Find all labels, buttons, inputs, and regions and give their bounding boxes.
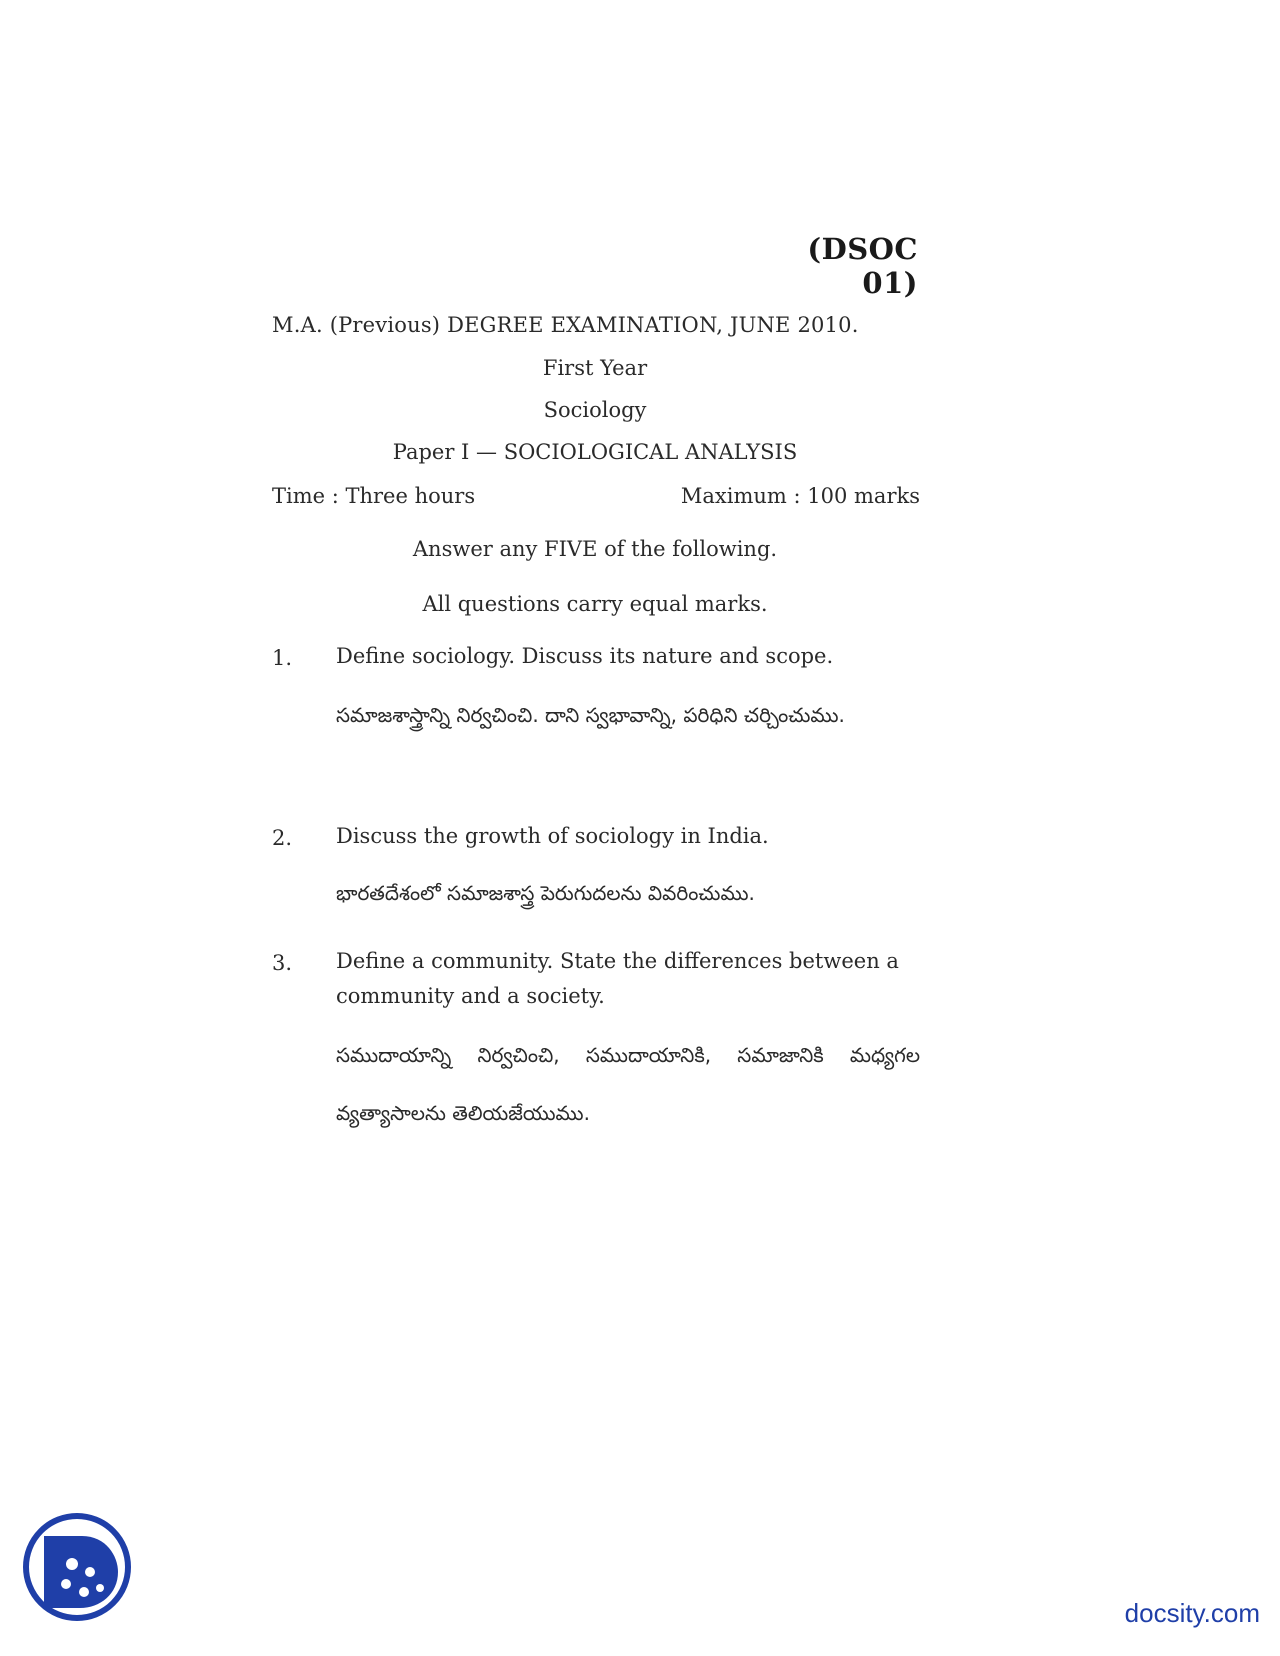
- exam-title: M.A. (Previous) DEGREE EXAMINATION, JUNE 2010.: [272, 313, 859, 337]
- exam-year: First Year: [542, 356, 648, 380]
- instruction-answer-five: Answer any FIVE of the following.: [412, 537, 778, 561]
- instruction-equal-marks: All questions carry equal marks.: [422, 592, 768, 616]
- docsity-brand-link[interactable]: docsity.com: [1124, 1598, 1260, 1628]
- question-text-english: Discuss the growth of sociology in India.: [336, 824, 769, 848]
- time-allowed: Time : Three hours: [272, 484, 476, 508]
- question-text-telugu: భారతదేశంలో సమాజశాస్త్ర పెరుగుదలను వివరించుము.: [336, 881, 755, 905]
- paper-title: Paper I — SOCIOLOGICAL ANALYSIS: [392, 440, 798, 464]
- question-text-telugu: సమాజశాస్త్రాన్ని నిర్వచించి. దాని స్వభావాన్ని, పరిధిని చర్చించుము.: [336, 703, 845, 727]
- docsity-logo-icon[interactable]: [22, 1512, 132, 1622]
- question-text-telugu: సముదాయాన్ని నిర్వచించి, సముదాయానికి, సమాజానికి మధ్యగల వ్యత్యాసాలను తెలియజేయుము.: [336, 1043, 920, 1125]
- question-number: 2.: [272, 826, 293, 850]
- question-number: 3.: [272, 951, 293, 975]
- question-text-english: Define sociology. Discuss its nature and scope.: [336, 644, 834, 668]
- exam-subject: Sociology: [543, 398, 647, 422]
- question-text-english: Define a community. State the differences between a community and a society.: [336, 949, 899, 1008]
- maximum-marks: Maximum : 100 marks: [680, 484, 920, 508]
- question-number: 1.: [272, 646, 293, 670]
- paper-code: (DSOC 01): [807, 232, 918, 300]
